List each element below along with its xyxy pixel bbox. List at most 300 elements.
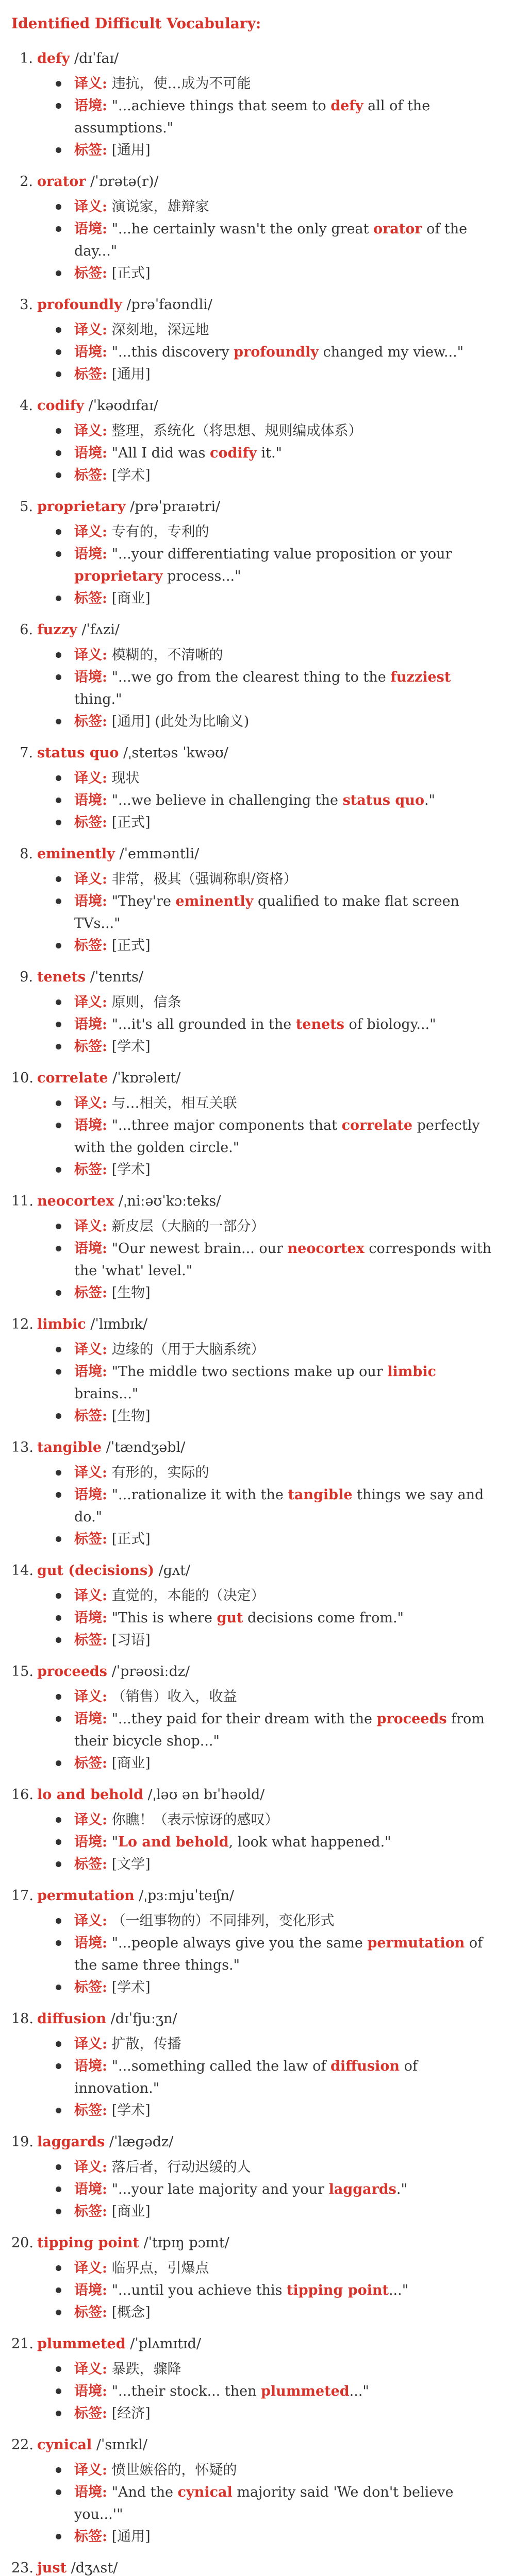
context-text (74, 1364, 436, 1402)
context-before: "They're (111, 893, 176, 909)
vocab-item (11, 2333, 502, 2425)
details-list (37, 1809, 502, 1875)
item-number: 2. (20, 174, 33, 190)
context-label: 语境: (74, 546, 107, 562)
item-number: 21. (11, 2336, 34, 2352)
context-highlight: defy (330, 98, 363, 114)
translation-text: 专有的，专利的 (111, 524, 209, 540)
bullet-icon (56, 2310, 61, 2315)
phonetic: /ˈsɪnɪkl/ (96, 2437, 147, 2453)
vocab-item (11, 1885, 502, 1998)
context-row (53, 442, 502, 464)
tag-label: 标签: (74, 467, 107, 483)
translation-label: 译义: (74, 994, 107, 1010)
context-after: it." (256, 445, 282, 461)
context-highlight: Lo and behold (118, 1834, 229, 1850)
translation-text: 有形的，实际的 (111, 1465, 209, 1481)
tag-label: 标签: (74, 1531, 107, 1547)
bullet-icon (56, 1413, 61, 1419)
bullet-icon (56, 1044, 61, 1049)
context-before: "...we go from the clearest thing to the (111, 669, 391, 685)
context-after: of innovation." (74, 2058, 418, 2096)
context-row (53, 1238, 502, 1282)
bullet-icon (56, 1246, 61, 1251)
context-highlight: tenets (295, 1016, 344, 1032)
translation-row (53, 1338, 502, 1361)
item-number: 10. (11, 1070, 34, 1086)
item-number: 12. (11, 1316, 34, 1332)
item-number: 13. (11, 1439, 34, 1455)
context-after: from their bicycle shop..." (74, 1711, 485, 1749)
context-label: 语境: (74, 2181, 107, 2197)
term-line (37, 966, 502, 988)
tag-text: [商业] (111, 2204, 151, 2219)
tag-row (53, 363, 502, 385)
translation-text: 落后者，行动迟缓的人 (111, 2159, 251, 2175)
context-text (74, 1711, 485, 1749)
translation-label: 译义: (74, 2036, 107, 2052)
bullet-icon (56, 204, 61, 210)
term-line (37, 742, 502, 764)
tag-label: 标签: (74, 938, 107, 954)
context-label: 语境: (74, 893, 107, 909)
item-number: 23. (11, 2560, 34, 2576)
item-number: 14. (11, 1563, 34, 1579)
translation-text: 临界点，引爆点 (111, 2260, 209, 2276)
vocab-term: codify (37, 398, 84, 414)
translation-text: 边缘的（用于大脑系统） (111, 1342, 265, 1358)
tag-row (53, 1629, 502, 1651)
translation-label: 译义: (74, 770, 107, 786)
translation-label: 译义: (74, 1812, 107, 1828)
tag-label: 标签: (74, 1632, 107, 1648)
translation-row (53, 1585, 502, 1607)
context-row (53, 1831, 502, 1853)
tag-text: [通用] (此处为比喻义) (111, 714, 250, 730)
bullet-icon (56, 1536, 61, 1542)
vocab-term: plummeted (37, 2336, 126, 2352)
bullet-icon (56, 2489, 61, 2495)
bullet-icon (56, 2411, 61, 2416)
details-list (37, 767, 502, 834)
vocab-term: tipping point (37, 2235, 139, 2251)
tag-text: [生物] (111, 1285, 151, 1301)
phonetic: /ˈtenɪts/ (90, 969, 143, 985)
context-label: 语境: (74, 792, 107, 808)
context-before: "...people always give you the same (111, 1935, 368, 1951)
term-line (37, 2131, 502, 2153)
context-row (53, 1114, 502, 1159)
context-row (53, 543, 502, 587)
tag-label: 标签: (74, 2304, 107, 2320)
tag-label: 标签: (74, 1979, 107, 1995)
translation-row (53, 1215, 502, 1238)
translation-label: 译义: (74, 2462, 107, 2478)
bullet-icon (56, 1985, 61, 1990)
context-text (112, 2181, 407, 2197)
tag-label: 标签: (74, 2405, 107, 2421)
bullet-icon (56, 428, 61, 434)
bullet-icon (56, 899, 61, 904)
translation-label: 译义: (74, 322, 107, 338)
translation-row (53, 73, 502, 95)
translation-text: （一组事物的）不同排列，变化形式 (111, 1913, 335, 1929)
context-after: changed my view..." (319, 344, 464, 360)
context-label: 语境: (74, 98, 107, 114)
tag-text: [学术] (111, 1162, 151, 1178)
item-number: 6. (20, 622, 33, 638)
details-list (37, 868, 502, 957)
context-text (112, 792, 435, 808)
translation-label: 译义: (74, 76, 107, 92)
bullet-icon (56, 2164, 61, 2170)
tag-text: [正式] (111, 938, 151, 954)
translation-text: 违抗，使…成为不可能 (111, 76, 251, 92)
tag-row (53, 587, 502, 609)
phonetic: /ˈkɒrəleɪt/ (112, 1070, 181, 1086)
item-number: 22. (11, 2437, 34, 2453)
bullet-icon (56, 2063, 61, 2069)
vocab-item (11, 2131, 502, 2223)
translation-text: 现状 (111, 770, 140, 786)
bullet-icon (56, 2265, 61, 2271)
phonetic: /dɪˈfjuːʒn/ (110, 2011, 177, 2027)
page-heading: Identified Difficult Vocabulary: (11, 15, 261, 32)
details-list (37, 1092, 502, 1181)
bullet-icon (56, 472, 61, 478)
translation-row (53, 2257, 502, 2279)
context-text (74, 1241, 491, 1279)
vocab-item (11, 2008, 502, 2122)
vocab-term: limbic (37, 1316, 86, 1332)
tag-row (53, 811, 502, 834)
context-before: "...something called the law of (111, 2058, 330, 2074)
bullet-icon (56, 327, 61, 333)
vocab-term: fuzzy (37, 622, 77, 638)
context-before: "...this discovery (111, 344, 234, 360)
context-highlight: orator (373, 221, 422, 237)
bullet-icon (56, 1347, 61, 1352)
translation-row (53, 1686, 502, 1708)
phonetic: /ˈtɪpɪŋ pɔɪnt/ (143, 2235, 229, 2251)
context-after: thing." (74, 691, 122, 707)
item-number: 19. (11, 2134, 34, 2150)
tag-row (53, 1752, 502, 1774)
tag-text: [学术] (111, 1039, 151, 1055)
translation-row (53, 2033, 502, 2055)
details-list (37, 73, 502, 161)
vocab-term: tenets (37, 969, 86, 985)
phonetic: /ˌsteɪtəs ˈkwəʊ/ (123, 745, 228, 761)
translation-row (53, 644, 502, 666)
context-before: "Our newest brain... our (111, 1241, 288, 1257)
bullet-icon (56, 775, 61, 781)
vocabulary-list (11, 47, 502, 2576)
bullet-icon (56, 999, 61, 1005)
phonetic: /ˌpɜːmjuˈteɪʃn/ (139, 1888, 235, 1904)
context-after: process..." (162, 568, 241, 584)
bullet-icon (56, 1615, 61, 1621)
term-line (37, 619, 502, 641)
translation-label: 译义: (74, 1588, 107, 1604)
bullet-icon (56, 2108, 61, 2113)
translation-text: 直觉的，本能的（决定） (111, 1588, 265, 1604)
tag-label: 标签: (74, 2204, 107, 2219)
vocab-item (11, 496, 502, 609)
tag-row (53, 1282, 502, 1304)
context-text (74, 2484, 453, 2522)
vocab-item (11, 2557, 502, 2576)
details-list (37, 2156, 502, 2223)
vocab-item (11, 1067, 502, 1181)
vocab-item (11, 2232, 502, 2324)
context-label: 语境: (74, 1711, 107, 1727)
item-number: 7. (20, 745, 33, 761)
vocab-item (11, 1313, 502, 1427)
vocab-term: laggards (37, 2134, 105, 2150)
tag-label: 标签: (74, 1285, 107, 1301)
phonetic: /prəˈfaʊndli/ (126, 297, 212, 313)
bullet-icon (56, 1637, 61, 1643)
phonetic: /ɡʌt/ (158, 1563, 191, 1579)
translation-label: 译义: (74, 1218, 107, 1234)
tag-row (53, 2526, 502, 2548)
details-list (37, 319, 502, 385)
context-highlight: permutation (367, 1935, 465, 1951)
context-after: of the day..." (74, 221, 468, 259)
vocab-term: gut (decisions) (37, 1563, 154, 1579)
vocab-item (11, 1660, 502, 1774)
item-number: 1. (20, 50, 33, 66)
context-highlight: fuzziest (390, 669, 451, 685)
tag-row (53, 1528, 502, 1550)
context-row (53, 1708, 502, 1752)
vocab-item (11, 294, 502, 385)
tag-label: 标签: (74, 2103, 107, 2119)
context-highlight: proprietary (74, 568, 163, 584)
tag-text: [概念] (111, 2304, 151, 2320)
translation-label: 译义: (74, 1465, 107, 1481)
bullet-icon (56, 1593, 61, 1599)
phonetic: /dɪˈfaɪ/ (74, 50, 119, 66)
tag-label: 标签: (74, 142, 107, 158)
translation-text: （销售）收入，收益 (111, 1689, 237, 1705)
phonetic: /prəˈpraɪətri/ (130, 499, 221, 515)
bullet-icon (56, 1224, 61, 1229)
context-highlight: status quo (342, 792, 424, 808)
context-highlight: laggards (328, 2181, 396, 2197)
context-row (53, 666, 502, 710)
translation-text: 你瞧！（表示惊讶的感叹） (111, 1812, 279, 1828)
vocab-term: diffusion (37, 2011, 107, 2027)
term-line (37, 1660, 502, 1683)
context-before: "...your late majority and your (111, 2181, 329, 2197)
term-line (37, 1885, 502, 1907)
tag-text: [通用] (111, 142, 151, 158)
bullet-icon (56, 529, 61, 535)
tag-text: [商业] (111, 590, 151, 606)
context-text (112, 1834, 391, 1850)
context-text (74, 1487, 484, 1525)
bullet-icon (56, 450, 61, 456)
term-line (37, 1067, 502, 1089)
bullet-icon (56, 2366, 61, 2372)
tag-text: [通用] (111, 2529, 151, 2545)
context-text (112, 2282, 409, 2298)
tag-label: 标签: (74, 1162, 107, 1178)
context-row (53, 1013, 502, 1036)
tag-label: 标签: (74, 815, 107, 831)
context-text (112, 1610, 404, 1626)
vocab-term: eminently (37, 846, 115, 862)
tag-label: 标签: (74, 1408, 107, 1424)
tag-label: 标签: (74, 714, 107, 730)
details-list (37, 1585, 502, 1651)
translation-text: 新皮层（大脑的一部分） (111, 1218, 265, 1234)
bullet-icon (56, 2187, 61, 2192)
context-row (53, 341, 502, 363)
tag-label: 标签: (74, 1856, 107, 1872)
term-line (37, 843, 502, 865)
bullet-icon (56, 1167, 61, 1173)
bullet-icon (56, 1290, 61, 1296)
tag-row (53, 262, 502, 284)
bullet-icon (56, 81, 61, 87)
context-label: 语境: (74, 344, 107, 360)
vocab-term: lo and behold (37, 1787, 143, 1803)
bullet-icon (56, 103, 61, 109)
translation-row (53, 1092, 502, 1114)
term-line (37, 1436, 502, 1459)
context-before: "And the (111, 2484, 178, 2500)
context-after: things we say and do." (74, 1487, 484, 1525)
vocab-term: cynical (37, 2437, 92, 2453)
translation-label: 译义: (74, 2361, 107, 2377)
context-row (53, 2279, 502, 2301)
translation-row (53, 868, 502, 890)
vocab-term: defy (37, 50, 70, 66)
tag-text: [商业] (111, 1755, 151, 1771)
term-line (37, 2557, 502, 2576)
tag-row (53, 2099, 502, 2122)
term-line (37, 294, 502, 316)
context-label: 语境: (74, 1241, 107, 1257)
item-number: 9. (20, 969, 33, 985)
phonetic: /ˌləʊ ən bɪˈhəʊld/ (147, 1787, 265, 1803)
vocab-term: permutation (37, 1888, 135, 1904)
term-line (37, 171, 502, 193)
vocab-term: status quo (37, 745, 119, 761)
context-row (53, 2178, 502, 2200)
bullet-icon (56, 876, 61, 882)
details-list (37, 991, 502, 1058)
context-after: ." (424, 792, 435, 808)
bullet-icon (56, 2287, 61, 2293)
details-list (37, 2459, 502, 2548)
vocab-item (11, 47, 502, 161)
item-number: 20. (11, 2235, 34, 2251)
translation-text: 扩散，传播 (111, 2036, 181, 2052)
bullet-icon (56, 371, 61, 377)
item-number: 8. (20, 846, 33, 862)
vocab-term: tangible (37, 1439, 102, 1455)
phonetic: /dʒʌst/ (71, 2560, 118, 2576)
context-before: "...achieve things that seem to (111, 98, 331, 114)
item-number: 16. (11, 1787, 34, 1803)
context-text (74, 546, 452, 584)
translation-row (53, 991, 502, 1013)
context-highlight: neocortex (287, 1241, 365, 1257)
translation-label: 译义: (74, 199, 107, 215)
phonetic: /ˌniːəʊˈkɔːteks/ (118, 1193, 221, 1209)
bullet-icon (56, 674, 61, 680)
context-text (112, 2383, 369, 2399)
context-row (53, 789, 502, 811)
context-text (74, 221, 467, 259)
item-number: 5. (20, 499, 33, 515)
translation-row (53, 521, 502, 543)
item-number: 15. (11, 1664, 34, 1680)
vocab-term: neocortex (37, 1193, 114, 1209)
bullet-icon (56, 820, 61, 825)
translation-row (53, 767, 502, 789)
bullet-icon (56, 943, 61, 948)
context-text (74, 669, 451, 707)
tag-label: 标签: (74, 366, 107, 382)
context-before: " (111, 1834, 118, 1850)
bullet-icon (56, 652, 61, 658)
phonetic: /ˈlæɡədz/ (109, 2134, 174, 2150)
context-text (74, 98, 430, 136)
translation-label: 译义: (74, 1342, 107, 1358)
context-text (74, 1117, 480, 1156)
details-list (37, 1338, 502, 1427)
translation-text: 整理，系统化（将思想、规则编成体系） (111, 423, 362, 439)
bullet-icon (56, 1760, 61, 1766)
translation-text: 愤世嫉俗的，怀疑的 (111, 2462, 237, 2478)
phonetic: /ˈprəʊsiːdz/ (111, 1664, 190, 1680)
translation-text: 模糊的，不清晰的 (111, 647, 223, 663)
translation-row (53, 420, 502, 442)
context-label: 语境: (74, 1487, 107, 1503)
context-before: "...until you achieve this (111, 2282, 287, 2298)
bullet-icon (56, 1940, 61, 1946)
context-label: 语境: (74, 2484, 107, 2500)
context-text (74, 1935, 483, 1973)
phonetic: /ˈplʌmɪtɪd/ (130, 2336, 202, 2352)
bullet-icon (56, 1369, 61, 1375)
details-list (37, 521, 502, 609)
bullet-icon (56, 147, 61, 153)
vocab-item (11, 395, 502, 486)
context-before: "...we believe in challenging the (111, 792, 343, 808)
tag-text: [正式] (111, 815, 151, 831)
vocab-item (11, 843, 502, 957)
item-number: 11. (11, 1193, 34, 1209)
item-number: 4. (20, 398, 33, 414)
vocab-term: proceeds (37, 1664, 107, 1680)
context-after: qualified to make flat screen TVs..." (74, 893, 459, 931)
context-text (74, 2058, 418, 2096)
context-label: 语境: (74, 1364, 107, 1380)
translation-label: 译义: (74, 647, 107, 663)
tag-text: [习语] (111, 1632, 151, 1648)
tag-text: [正式] (111, 265, 151, 281)
context-row (53, 218, 502, 262)
tag-label: 标签: (74, 590, 107, 606)
bullet-icon (56, 2041, 61, 2047)
context-highlight: tangible (288, 1487, 353, 1503)
